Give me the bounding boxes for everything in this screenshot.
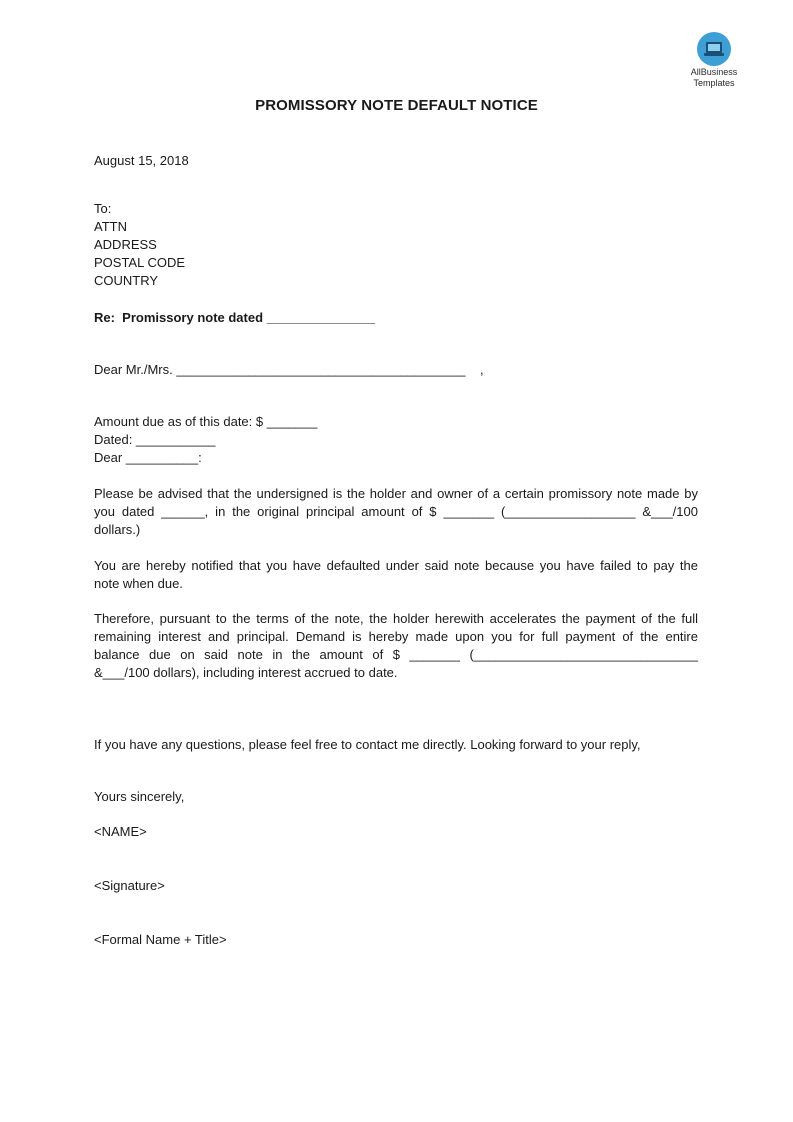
salutation: Dear Mr./Mrs. ________________________________________ , bbox=[94, 362, 484, 377]
recipient-postal-code: POSTAL CODE bbox=[94, 255, 186, 270]
paragraph-line: balance due on said note in the amount of $ _______ (_______________________________ bbox=[94, 647, 698, 662]
re-line: Re: Promissory note dated _______________ bbox=[94, 310, 376, 325]
paragraph-line: &___/100 dollars), including interest accrued to date. bbox=[94, 665, 398, 680]
paragraph-line: you dated ______, in the original principal amount of $ _______ (__________________ &___/100 bbox=[94, 504, 698, 519]
laptop-icon bbox=[697, 32, 731, 66]
document-title: PROMISSORY NOTE DEFAULT NOTICE bbox=[255, 97, 538, 114]
recipient-address: ADDRESS bbox=[94, 237, 157, 252]
recipient-to: To: bbox=[94, 201, 112, 216]
dear-line: Dear __________: bbox=[94, 450, 202, 465]
paragraph-default bbox=[94, 557, 698, 593]
name-placeholder: <NAME> bbox=[94, 824, 147, 839]
paragraph-line: Please be advised that the undersigned is the holder and owner of a certain promissory note made by bbox=[94, 486, 698, 501]
closing-question: If you have any questions, please feel free to contact me directly. Looking forward to your reply, bbox=[94, 737, 641, 752]
paragraph-line: remaining interest and principal. Demand is hereby made upon you for full payment of the entire bbox=[94, 629, 698, 644]
formal-name-placeholder: <Formal Name + Title> bbox=[94, 932, 227, 947]
logo-text-line1: AllBusiness bbox=[690, 67, 738, 77]
paragraph-advised bbox=[94, 485, 698, 539]
amount-due-line: Amount due as of this date: $ _______ bbox=[94, 414, 318, 429]
recipient-attn: ATTN bbox=[94, 219, 127, 234]
paragraph-line: You are hereby notified that you have defaulted under said note because you have failed to pay the bbox=[94, 558, 698, 573]
brand-logo bbox=[680, 32, 748, 88]
letter-date: August 15, 2018 bbox=[94, 153, 189, 168]
paragraph-demand bbox=[94, 610, 698, 682]
recipient-country: COUNTRY bbox=[94, 273, 159, 288]
signature-placeholder: <Signature> bbox=[94, 878, 165, 893]
paragraph-line: note when due. bbox=[94, 576, 183, 591]
paragraph-line: Therefore, pursuant to the terms of the note, the holder herewith accelerates the payment of the full bbox=[94, 611, 698, 626]
logo-text-line2: Templates bbox=[693, 78, 735, 88]
paragraph-line: dollars.) bbox=[94, 522, 141, 537]
sign-off: Yours sincerely, bbox=[94, 789, 185, 804]
dated-line: Dated: ___________ bbox=[94, 432, 216, 447]
